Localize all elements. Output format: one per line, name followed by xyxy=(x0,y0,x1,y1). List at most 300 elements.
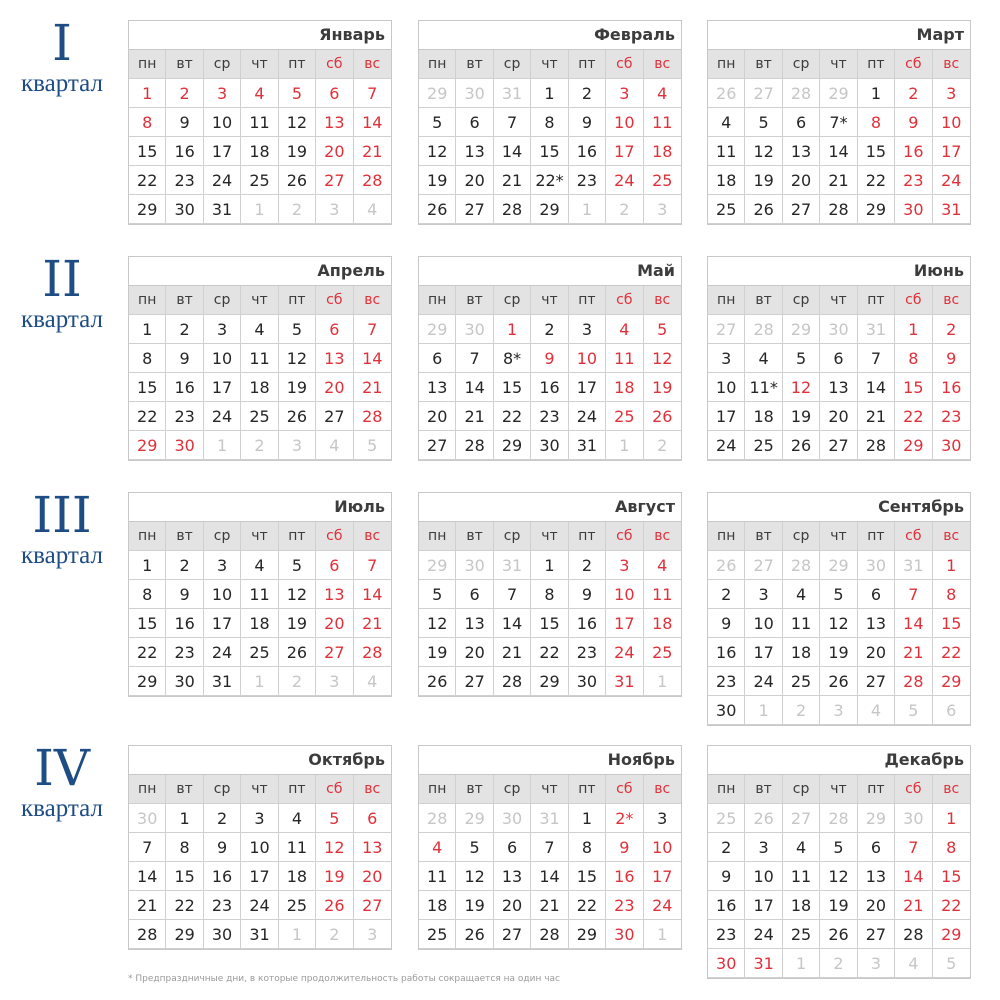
day-cell: 19 xyxy=(279,609,316,638)
day-cell: 19 xyxy=(279,373,316,402)
day-cell: 14 xyxy=(494,609,531,638)
day-cell: 15 xyxy=(494,373,531,402)
day-cell: 25 xyxy=(745,431,782,460)
month-table xyxy=(128,20,392,225)
weekday-header: пн xyxy=(419,50,456,79)
day-cell: 22 xyxy=(858,166,895,195)
day-cell: 11 xyxy=(606,344,643,373)
day-cell: 23 xyxy=(569,638,606,667)
day-cell: 25 xyxy=(644,638,681,667)
day-cell: 29 xyxy=(858,195,895,224)
day-cell: 4 xyxy=(241,79,278,108)
day-cell: 20 xyxy=(494,891,531,920)
weekday-header: ср xyxy=(494,286,531,315)
day-cell: 26 xyxy=(783,431,820,460)
day-cell: 17 xyxy=(204,609,241,638)
day-cell: 1 xyxy=(933,551,970,580)
day-cell: 13 xyxy=(456,609,493,638)
weekday-header: пт xyxy=(279,50,316,79)
month-grid xyxy=(419,522,681,696)
day-cell: 30 xyxy=(204,920,241,949)
month-name: Март xyxy=(708,21,970,50)
day-cell: 11 xyxy=(241,108,278,137)
day-cell: 12 xyxy=(820,862,857,891)
day-cell-other: 30 xyxy=(456,551,493,580)
day-cell: 1 xyxy=(129,551,166,580)
day-cell-other: 3 xyxy=(644,195,681,224)
day-cell-other: 27 xyxy=(745,79,782,108)
day-cell: 14 xyxy=(895,862,932,891)
day-cell: 3 xyxy=(644,804,681,833)
day-cell-other: 29 xyxy=(456,804,493,833)
day-cell: 7* xyxy=(820,108,857,137)
day-cell: 25 xyxy=(241,166,278,195)
day-cell-other: 27 xyxy=(745,551,782,580)
day-cell: 17 xyxy=(644,862,681,891)
day-cell: 22 xyxy=(531,638,568,667)
weekday-header: вт xyxy=(745,775,782,804)
day-cell-other: 31 xyxy=(494,79,531,108)
month-name: Декабрь xyxy=(708,746,970,775)
day-cell: 20 xyxy=(820,402,857,431)
day-cell: 8 xyxy=(858,108,895,137)
day-cell: 1 xyxy=(166,804,203,833)
day-cell: 21 xyxy=(129,891,166,920)
day-cell: 24 xyxy=(569,402,606,431)
weekday-header: пн xyxy=(129,50,166,79)
day-cell: 18 xyxy=(419,891,456,920)
day-cell-other: 1 xyxy=(569,195,606,224)
day-cell: 27 xyxy=(783,195,820,224)
day-cell: 28 xyxy=(494,667,531,696)
day-cell: 14 xyxy=(129,862,166,891)
weekday-header: вс xyxy=(644,522,681,551)
weekday-header: вт xyxy=(166,50,203,79)
quarter-word: квартал xyxy=(21,542,103,569)
month-name: Сентябрь xyxy=(708,493,970,522)
day-cell: 29 xyxy=(933,920,970,949)
day-cell: 16 xyxy=(708,891,745,920)
day-cell: 7 xyxy=(354,315,391,344)
day-cell: 6 xyxy=(456,108,493,137)
day-cell: 22 xyxy=(933,638,970,667)
day-cell: 1 xyxy=(933,804,970,833)
month-grid xyxy=(419,775,681,949)
day-cell: 29 xyxy=(531,195,568,224)
day-cell: 7 xyxy=(494,580,531,609)
day-cell: 24 xyxy=(745,667,782,696)
day-cell: 29 xyxy=(129,195,166,224)
day-cell: 4 xyxy=(708,108,745,137)
day-cell: 5 xyxy=(745,108,782,137)
day-cell-other: 28 xyxy=(820,804,857,833)
day-cell: 30 xyxy=(708,696,745,725)
day-cell: 12 xyxy=(644,344,681,373)
day-cell: 17 xyxy=(745,891,782,920)
day-cell: 22 xyxy=(166,891,203,920)
day-cell: 4 xyxy=(241,551,278,580)
day-cell: 18 xyxy=(241,609,278,638)
day-cell: 15 xyxy=(129,609,166,638)
day-cell: 17 xyxy=(745,638,782,667)
day-cell: 5 xyxy=(820,580,857,609)
day-cell: 17 xyxy=(204,373,241,402)
day-cell: 7 xyxy=(494,108,531,137)
day-cell: 8 xyxy=(166,833,203,862)
day-cell: 17 xyxy=(933,137,970,166)
day-cell: 15 xyxy=(569,862,606,891)
day-cell: 18 xyxy=(783,638,820,667)
day-cell: 13 xyxy=(419,373,456,402)
day-cell: 10 xyxy=(204,344,241,373)
weekday-header: сб xyxy=(895,50,932,79)
day-cell: 2 xyxy=(895,79,932,108)
weekday-header: пт xyxy=(858,775,895,804)
day-cell: 12 xyxy=(279,108,316,137)
day-cell: 13 xyxy=(858,609,895,638)
day-cell: 30 xyxy=(895,195,932,224)
weekday-header: чт xyxy=(820,286,857,315)
day-cell: 4 xyxy=(783,580,820,609)
month-name: Ноябрь xyxy=(419,746,681,775)
day-cell-other: 31 xyxy=(531,804,568,833)
month-table xyxy=(418,745,682,950)
day-cell: 3 xyxy=(606,551,643,580)
weekday-header: ср xyxy=(783,522,820,551)
day-cell: 23 xyxy=(204,891,241,920)
day-cell-other: 1 xyxy=(644,667,681,696)
weekday-header: ср xyxy=(494,522,531,551)
day-cell: 15 xyxy=(129,137,166,166)
weekday-header: чт xyxy=(531,50,568,79)
day-cell: 23 xyxy=(708,920,745,949)
month-table xyxy=(707,745,971,979)
day-cell-other: 27 xyxy=(783,804,820,833)
day-cell-other: 28 xyxy=(745,315,782,344)
day-cell: 13 xyxy=(316,344,353,373)
day-cell: 23 xyxy=(166,402,203,431)
day-cell: 3 xyxy=(933,79,970,108)
weekday-header: сб xyxy=(606,286,643,315)
weekday-header: ср xyxy=(204,775,241,804)
day-cell: 27 xyxy=(456,195,493,224)
day-cell: 10 xyxy=(204,580,241,609)
day-cell: 26 xyxy=(745,195,782,224)
day-cell: 20 xyxy=(316,373,353,402)
weekday-header: пт xyxy=(279,286,316,315)
weekday-header: ср xyxy=(783,775,820,804)
day-cell-other: 3 xyxy=(354,920,391,949)
day-cell: 31 xyxy=(204,195,241,224)
day-cell: 3 xyxy=(204,79,241,108)
day-cell: 13 xyxy=(783,137,820,166)
day-cell: 12 xyxy=(783,373,820,402)
day-cell: 7 xyxy=(895,833,932,862)
day-cell: 24 xyxy=(708,431,745,460)
day-cell: 9 xyxy=(606,833,643,862)
day-cell-other: 4 xyxy=(354,195,391,224)
day-cell: 13 xyxy=(820,373,857,402)
weekday-header: пт xyxy=(569,50,606,79)
day-cell: 22 xyxy=(129,402,166,431)
day-cell: 8 xyxy=(933,580,970,609)
day-cell: 31 xyxy=(606,667,643,696)
day-cell: 1 xyxy=(569,804,606,833)
day-cell: 7 xyxy=(129,833,166,862)
quarter-numeral: IV xyxy=(34,739,90,797)
weekday-header: пн xyxy=(419,775,456,804)
weekday-header: чт xyxy=(531,522,568,551)
day-cell: 29 xyxy=(569,920,606,949)
day-cell-other: 2 xyxy=(606,195,643,224)
day-cell: 23 xyxy=(933,402,970,431)
weekday-header: сб xyxy=(606,50,643,79)
day-cell-other: 5 xyxy=(933,949,970,978)
day-cell: 21 xyxy=(494,166,531,195)
day-cell: 17 xyxy=(241,862,278,891)
weekday-header: ср xyxy=(783,50,820,79)
day-cell: 19 xyxy=(745,166,782,195)
day-cell-other: 3 xyxy=(858,949,895,978)
weekday-header: ср xyxy=(204,50,241,79)
day-cell-other: 28 xyxy=(783,79,820,108)
day-cell: 4 xyxy=(644,551,681,580)
day-cell: 9 xyxy=(166,344,203,373)
day-cell: 6 xyxy=(858,833,895,862)
day-cell: 15 xyxy=(933,609,970,638)
day-cell: 24 xyxy=(204,402,241,431)
day-cell-other: 3 xyxy=(316,667,353,696)
weekday-header: сб xyxy=(316,50,353,79)
day-cell-other: 4 xyxy=(354,667,391,696)
day-cell: 19 xyxy=(316,862,353,891)
weekday-header: пн xyxy=(708,522,745,551)
day-cell-other: 3 xyxy=(820,696,857,725)
day-cell: 27 xyxy=(316,166,353,195)
day-cell: 11 xyxy=(644,108,681,137)
day-cell: 10 xyxy=(606,580,643,609)
day-cell: 12 xyxy=(419,137,456,166)
day-cell: 12 xyxy=(745,137,782,166)
day-cell: 7 xyxy=(895,580,932,609)
day-cell: 27 xyxy=(354,891,391,920)
day-cell: 20 xyxy=(316,137,353,166)
day-cell: 14 xyxy=(858,373,895,402)
day-cell: 6 xyxy=(354,804,391,833)
day-cell: 20 xyxy=(456,638,493,667)
day-cell: 20 xyxy=(354,862,391,891)
month-grid xyxy=(708,50,970,224)
day-cell: 15 xyxy=(895,373,932,402)
weekday-header: ср xyxy=(494,50,531,79)
quarter-numeral: II xyxy=(42,250,82,308)
day-cell: 20 xyxy=(456,166,493,195)
month-table xyxy=(418,20,682,225)
month-table xyxy=(128,492,392,697)
day-cell: 16 xyxy=(606,862,643,891)
day-cell-other: 1 xyxy=(279,920,316,949)
day-cell: 4 xyxy=(606,315,643,344)
day-cell: 9 xyxy=(708,862,745,891)
day-cell: 25 xyxy=(606,402,643,431)
weekday-header: вс xyxy=(933,50,970,79)
day-cell: 2 xyxy=(166,79,203,108)
month-grid xyxy=(129,522,391,696)
day-cell: 14 xyxy=(456,373,493,402)
day-cell: 10 xyxy=(745,609,782,638)
day-cell: 12 xyxy=(279,580,316,609)
month-table xyxy=(418,492,682,697)
day-cell: 14 xyxy=(820,137,857,166)
day-cell: 11 xyxy=(241,580,278,609)
day-cell-other: 26 xyxy=(708,79,745,108)
weekday-header: чт xyxy=(820,775,857,804)
day-cell: 7 xyxy=(354,79,391,108)
day-cell-other: 2 xyxy=(279,195,316,224)
weekday-header: сб xyxy=(606,775,643,804)
day-cell: 17 xyxy=(606,609,643,638)
day-cell-other: 30 xyxy=(456,315,493,344)
weekday-header: пн xyxy=(708,775,745,804)
day-cell: 4 xyxy=(419,833,456,862)
weekday-header: вс xyxy=(354,522,391,551)
day-cell: 31 xyxy=(745,949,782,978)
day-cell: 15 xyxy=(858,137,895,166)
day-cell: 16 xyxy=(569,609,606,638)
weekday-header: чт xyxy=(241,522,278,551)
day-cell: 29 xyxy=(895,431,932,460)
day-cell-other: 4 xyxy=(858,696,895,725)
day-cell: 27 xyxy=(820,431,857,460)
day-cell: 6 xyxy=(316,79,353,108)
day-cell: 19 xyxy=(644,373,681,402)
month-table xyxy=(128,256,392,461)
day-cell: 22 xyxy=(933,891,970,920)
month-grid xyxy=(129,50,391,224)
day-cell: 10 xyxy=(745,862,782,891)
day-cell: 11* xyxy=(745,373,782,402)
day-cell-other: 1 xyxy=(644,920,681,949)
day-cell: 8 xyxy=(569,833,606,862)
day-cell-other: 2 xyxy=(316,920,353,949)
weekday-header: вс xyxy=(933,286,970,315)
day-cell: 2 xyxy=(569,551,606,580)
day-cell-other: 27 xyxy=(708,315,745,344)
weekday-header: сб xyxy=(895,286,932,315)
day-cell-other: 2 xyxy=(241,431,278,460)
month-table xyxy=(128,745,392,950)
day-cell: 28 xyxy=(494,195,531,224)
day-cell-other: 29 xyxy=(820,79,857,108)
month-name: Май xyxy=(419,257,681,286)
day-cell: 22 xyxy=(129,166,166,195)
quarter-word: квартал xyxy=(21,795,103,822)
day-cell: 15 xyxy=(166,862,203,891)
day-cell-other: 3 xyxy=(316,195,353,224)
day-cell: 28 xyxy=(354,638,391,667)
day-cell: 8 xyxy=(129,580,166,609)
day-cell-other: 31 xyxy=(895,551,932,580)
day-cell: 23 xyxy=(569,166,606,195)
day-cell: 19 xyxy=(820,891,857,920)
day-cell-other: 2 xyxy=(644,431,681,460)
day-cell: 29 xyxy=(531,667,568,696)
day-cell: 14 xyxy=(531,862,568,891)
day-cell: 14 xyxy=(354,108,391,137)
day-cell-other: 28 xyxy=(783,551,820,580)
day-cell: 11 xyxy=(241,344,278,373)
day-cell: 1 xyxy=(494,315,531,344)
day-cell: 5 xyxy=(279,551,316,580)
day-cell: 22 xyxy=(569,891,606,920)
weekday-header: вт xyxy=(166,522,203,551)
day-cell: 4 xyxy=(783,833,820,862)
day-cell: 27 xyxy=(419,431,456,460)
footnote: * Предпраздничные дни, в которые продолжительность работы сокращается на один час xyxy=(128,974,561,984)
day-cell: 3 xyxy=(204,551,241,580)
weekday-header: чт xyxy=(820,522,857,551)
day-cell: 6 xyxy=(858,580,895,609)
weekday-header: пт xyxy=(569,522,606,551)
day-cell-other: 31 xyxy=(858,315,895,344)
day-cell: 26 xyxy=(279,402,316,431)
day-cell: 26 xyxy=(316,891,353,920)
day-cell: 9 xyxy=(166,580,203,609)
day-cell: 21 xyxy=(354,137,391,166)
day-cell: 4 xyxy=(241,315,278,344)
day-cell: 2 xyxy=(166,315,203,344)
day-cell-other: 6 xyxy=(933,696,970,725)
day-cell-other: 1 xyxy=(783,949,820,978)
day-cell-other: 4 xyxy=(895,949,932,978)
month-grid xyxy=(419,286,681,460)
day-cell: 5 xyxy=(783,344,820,373)
day-cell-other: 29 xyxy=(783,315,820,344)
day-cell-other: 3 xyxy=(279,431,316,460)
day-cell: 19 xyxy=(783,402,820,431)
day-cell: 25 xyxy=(241,638,278,667)
day-cell: 24 xyxy=(241,891,278,920)
day-cell: 28 xyxy=(354,402,391,431)
day-cell: 18 xyxy=(241,137,278,166)
day-cell: 29 xyxy=(166,920,203,949)
day-cell: 10 xyxy=(933,108,970,137)
day-cell: 21 xyxy=(531,891,568,920)
day-cell: 20 xyxy=(419,402,456,431)
day-cell: 26 xyxy=(820,667,857,696)
month-name: Август xyxy=(419,493,681,522)
day-cell: 23 xyxy=(166,166,203,195)
day-cell-other: 30 xyxy=(895,804,932,833)
day-cell: 18 xyxy=(644,609,681,638)
day-cell: 2 xyxy=(933,315,970,344)
day-cell: 3 xyxy=(745,833,782,862)
day-cell: 29 xyxy=(129,667,166,696)
weekday-header: пт xyxy=(279,775,316,804)
day-cell: 24 xyxy=(606,638,643,667)
weekday-header: ср xyxy=(783,286,820,315)
weekday-header: вт xyxy=(456,775,493,804)
day-cell: 16 xyxy=(166,373,203,402)
weekday-header: ср xyxy=(204,522,241,551)
day-cell-other: 1 xyxy=(606,431,643,460)
day-cell: 4 xyxy=(279,804,316,833)
day-cell: 24 xyxy=(933,166,970,195)
day-cell-other: 5 xyxy=(895,696,932,725)
weekday-header: вс xyxy=(354,50,391,79)
day-cell-other: 29 xyxy=(419,551,456,580)
day-cell: 30 xyxy=(166,667,203,696)
